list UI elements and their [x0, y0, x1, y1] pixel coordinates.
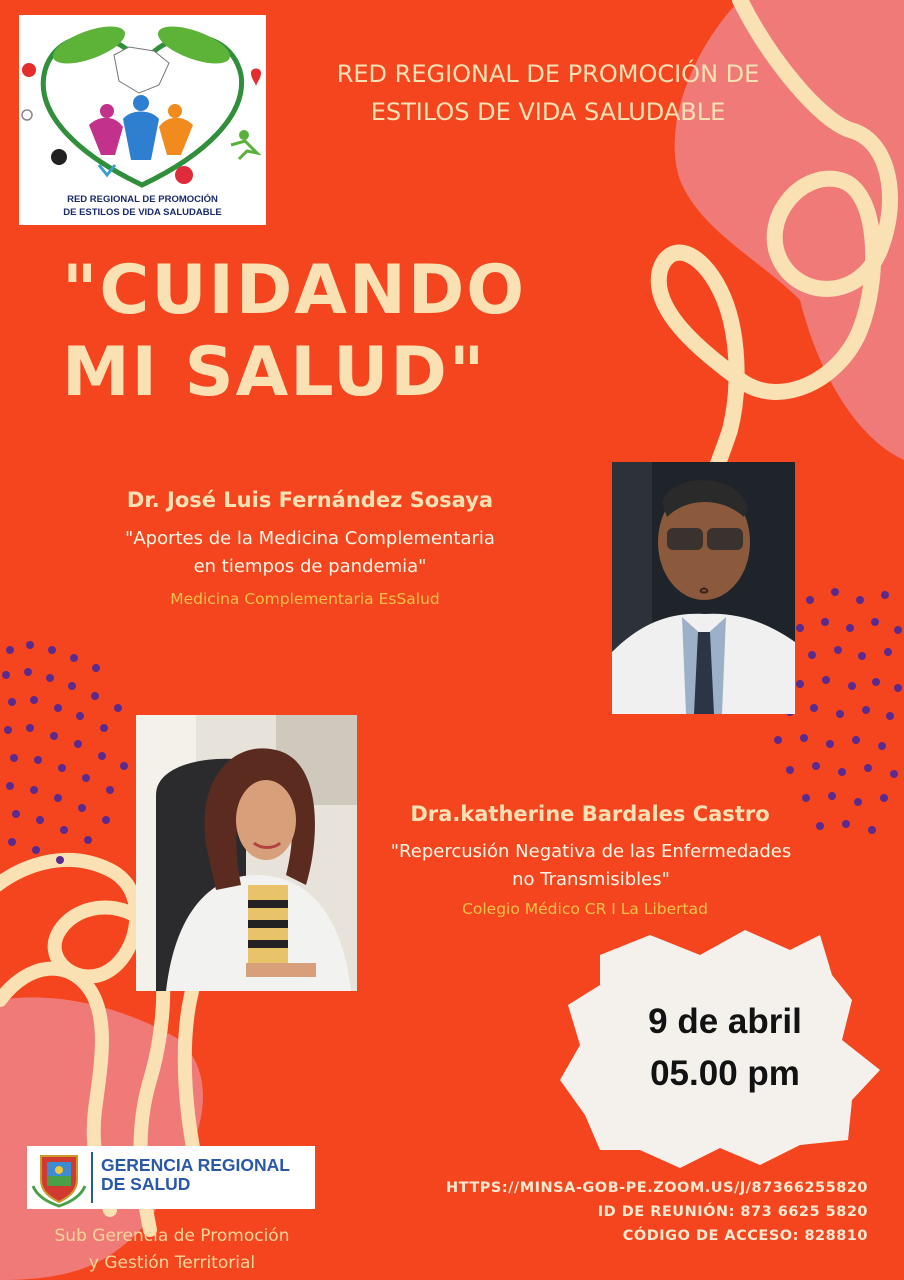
event-title-line1: "CUIDANDO — [62, 251, 527, 330]
meeting-id: ID DE REUNIÓN: 873 6625 5820 — [597, 1204, 868, 1220]
event-date: 9 de abril — [648, 1002, 802, 1041]
sub-gerencia-line1: Sub Gerencia de Promoción — [54, 1226, 290, 1246]
coat-of-arms-icon — [27, 1146, 91, 1209]
gerencia-regional-line2: DE SALUD — [101, 1174, 191, 1194]
speaker-2-affiliation: Colegio Médico CR I La Libertad — [462, 900, 708, 918]
organization-title — [280, 55, 816, 131]
speaker-2-talk-line1: "Repercusión Negativa de las Enfermedades — [390, 841, 792, 862]
event-title-line2: MI SALUD" — [62, 333, 487, 412]
access-code: CÓDIGO DE ACCESO: 828810 — [622, 1228, 868, 1244]
logo-caption-line1: RED REGIONAL DE PROMOCIÓN — [67, 194, 218, 205]
speaker-1-photo — [612, 462, 795, 714]
speaker-2-talk-line2: no Transmisibles" — [512, 869, 670, 890]
logo-divider — [91, 1152, 93, 1203]
organization-title-line2: ESTILOS DE VIDA SALUDABLE — [370, 98, 726, 126]
logo-caption — [19, 193, 266, 219]
event-datetime — [600, 996, 850, 1100]
speaker-1-talk-line1: "Aportes de la Medicina Complementaria — [125, 528, 495, 549]
speaker-1-talk-line2: en tiempos de pandemia" — [193, 556, 427, 577]
speaker-1-affiliation: Medicina Complementaria EsSalud — [170, 590, 440, 608]
event-time: 05.00 pm — [650, 1054, 800, 1093]
speaker-2-talk — [352, 838, 830, 894]
event-title — [62, 250, 662, 414]
meeting-info — [400, 1176, 868, 1248]
sub-gerencia-line2: y Gestión Territorial — [88, 1253, 256, 1273]
sub-gerencia — [26, 1223, 318, 1277]
organization-title-line1: RED REGIONAL DE PROMOCIÓN DE — [336, 60, 760, 88]
speaker-2-name: Dra.katherine Bardales Castro — [410, 802, 770, 826]
dot-pattern-left — [2, 641, 128, 864]
gerencia-regional-logo — [27, 1146, 315, 1209]
speaker-1-name: Dr. José Luis Fernández Sosaya — [126, 488, 494, 512]
network-logo — [19, 15, 266, 225]
logo-caption-line2: DE ESTILOS DE VIDA SALUDABLE — [63, 207, 222, 218]
gerencia-regional-line1: GERENCIA REGIONAL — [101, 1155, 290, 1175]
heart-people-logo-icon — [19, 15, 266, 195]
zoom-link[interactable]: HTTPS://MINSA-GOB-PE.ZOOM.US/J/87366255820 — [446, 1180, 868, 1196]
speaker-2-photo — [136, 715, 357, 991]
speaker-1-talk — [80, 525, 540, 581]
gerencia-regional-name — [101, 1156, 290, 1194]
